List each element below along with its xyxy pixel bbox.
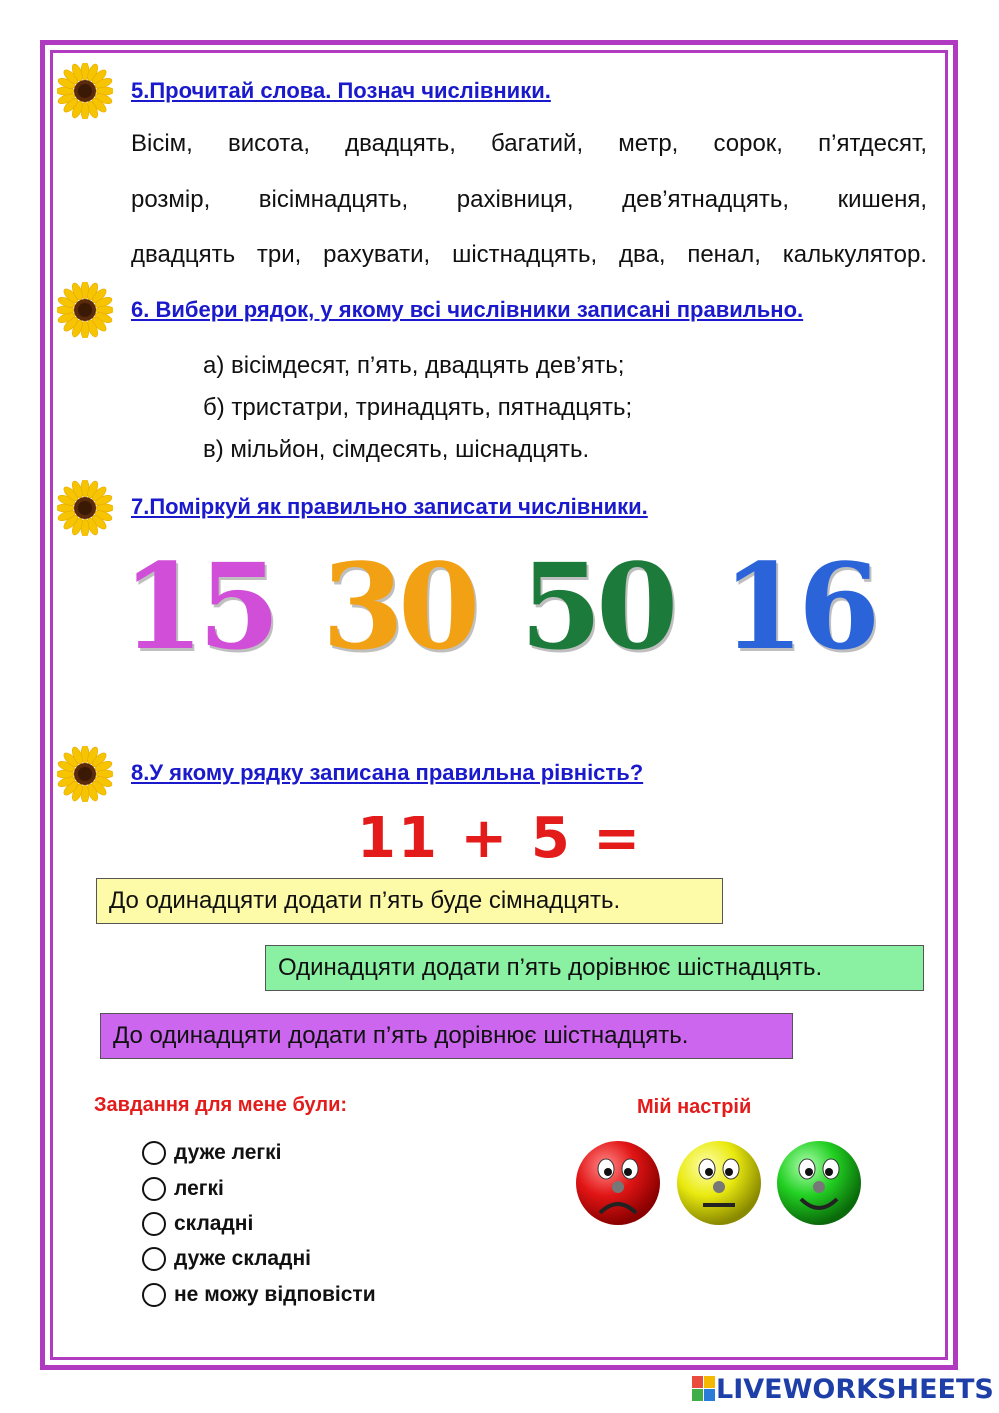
task5-title: 5.Прочитай слова. Познач числівники. bbox=[131, 78, 551, 103]
number-15[interactable]: 15 bbox=[122, 537, 275, 676]
number-30[interactable]: 30 bbox=[322, 537, 475, 676]
answer-option-3[interactable]: До одинадцяти додати п’ять дорівнює шістнадцять. bbox=[100, 1013, 793, 1059]
task5-line-3[interactable]: двадцять три, рахувати, шістнадцять, два, пенал, калькулятор. bbox=[131, 241, 927, 268]
answer-option-2[interactable]: Одинадцяти додати п’ять дорівнює шістнадцять. bbox=[265, 945, 924, 991]
sunflower-icon bbox=[57, 282, 113, 338]
task8-title: 8.У якому рядку записана правильна рівність? bbox=[131, 760, 644, 785]
sad-face-icon[interactable] bbox=[574, 1139, 662, 1227]
neutral-face-icon[interactable] bbox=[675, 1139, 763, 1227]
liveworksheets-logo-icon bbox=[692, 1376, 716, 1402]
task5-line-2[interactable]: розмір, вісімнадцять, рахівниця, дев’ятнадцять, кишеня, bbox=[131, 186, 927, 213]
mood-heading: Мій настрій bbox=[637, 1096, 752, 1118]
task5-line-1[interactable]: Вісім, висота, двадцять, багатий, метр, сорок, п’ятдесят, bbox=[131, 130, 927, 157]
difficulty-heading: Завдання для мене були: bbox=[94, 1094, 348, 1116]
number-images bbox=[0, 537, 999, 678]
radio-button[interactable] bbox=[142, 1141, 166, 1165]
difficulty-option-cannot-answer[interactable]: не можу відповісти bbox=[142, 1281, 376, 1309]
radio-button[interactable] bbox=[142, 1212, 166, 1236]
radio-button[interactable] bbox=[142, 1177, 166, 1201]
task6-option-c[interactable]: в) мільйон, сімдесять, шіснадцять. bbox=[203, 436, 590, 463]
task6-option-a[interactable]: а) вісімдесят, п’ять, двадцять дев’ять; bbox=[203, 352, 625, 379]
radio-button[interactable] bbox=[142, 1247, 166, 1271]
task6-option-b[interactable]: б) тристатри, тринадцять, пятнадцять; bbox=[203, 394, 633, 421]
equation: 11 + 5 = bbox=[357, 806, 643, 871]
difficulty-option-very-hard[interactable]: дуже складні bbox=[142, 1245, 311, 1273]
radio-button[interactable] bbox=[142, 1283, 166, 1307]
task7-title: 7.Поміркуй як правильно записати числівники. bbox=[131, 494, 648, 519]
number-50[interactable]: 50 bbox=[520, 537, 673, 676]
difficulty-option-hard[interactable]: складні bbox=[142, 1210, 253, 1238]
liveworksheets-logo-text: LIVEWORKSHEETS bbox=[716, 1373, 994, 1405]
answer-option-1[interactable]: До одинадцяти додати п’ять буде сімнадцять. bbox=[96, 878, 723, 924]
difficulty-option-easy[interactable]: легкі bbox=[142, 1175, 224, 1203]
number-16[interactable]: 16 bbox=[722, 537, 875, 676]
sunflower-icon bbox=[57, 63, 113, 119]
difficulty-option-very-easy[interactable]: дуже легкі bbox=[142, 1139, 281, 1167]
sunflower-icon bbox=[57, 480, 113, 536]
sunflower-icon bbox=[57, 746, 113, 802]
task6-title: 6. Вибери рядок, у якому всі числівники записані правильно. bbox=[131, 297, 804, 322]
liveworksheets-logo bbox=[692, 1373, 994, 1405]
happy-face-icon[interactable] bbox=[775, 1139, 863, 1227]
